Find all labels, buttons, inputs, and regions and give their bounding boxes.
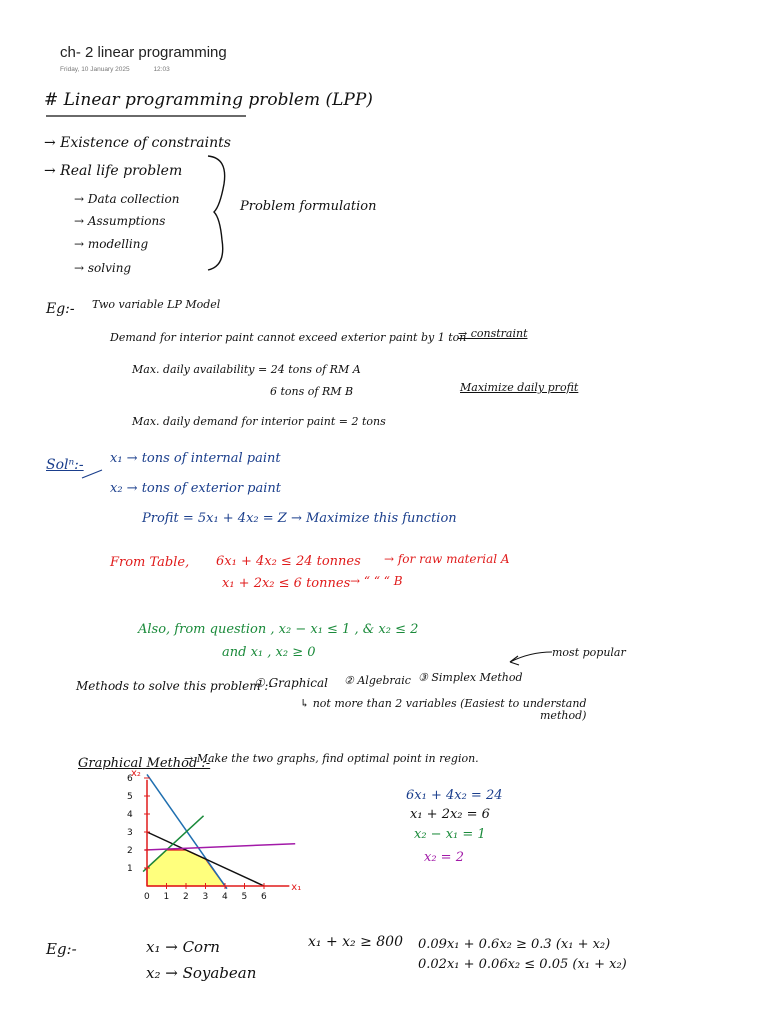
y-tick-label: 3 (127, 828, 133, 838)
maximize-profit: Maximize daily profit (460, 381, 579, 394)
methods-label: Methods to solve this problem :- (76, 679, 273, 693)
method-graphical: ① Graphical (254, 676, 329, 690)
x-tick-label: 2 (183, 892, 189, 902)
demand-statement: Demand for interior paint cannot exceed exterior paint by 1 ton (110, 331, 467, 344)
y-tick-label: 2 (127, 846, 133, 856)
example1-label: Eg:- (46, 301, 75, 317)
page-title: ch- 2 linear programming (60, 44, 227, 61)
solution-label: Solⁿ:- (46, 457, 84, 473)
bullet-modelling: → modelling (74, 237, 149, 251)
x-tick-label: 5 (241, 892, 248, 902)
graphical-method-desc: → Make the two graphs, find optimal point in region. (184, 752, 479, 765)
graphical-note-line2: method) (540, 709, 587, 722)
problem-formulation: Problem formulation (240, 199, 377, 214)
x-tick-label: 0 (144, 892, 150, 902)
line-demand-max (145, 844, 295, 850)
demand-max: Max. daily demand for interior paint = 2 tons (132, 415, 386, 428)
example2-constraint3: 0.02x₁ + 0.06x₂ ≤ 0.05 (x₁ + x₂) (418, 957, 627, 972)
eq-line1: 6x₁ + 4x₂ = 24 (406, 788, 503, 803)
corn-variable: x₁ → Corn (146, 938, 220, 956)
constraint-raw-b: x₁ + 2x₂ ≤ 6 tonnes (222, 576, 351, 591)
eq-line3: x₂ − x₁ = 1 (414, 827, 486, 842)
soybean-variable: x₂ → Soyabean (146, 964, 257, 982)
bullet-assumptions: → Assumptions (74, 214, 166, 228)
x-axis-label: x₁ (291, 882, 302, 893)
most-popular: most popular (552, 646, 626, 659)
x1-definition: x₁ → tons of internal paint (110, 451, 281, 466)
graphical-note-line1: ↳ not more than 2 variables (Easiest to understand (300, 697, 587, 710)
x-tick-label: 3 (202, 892, 209, 902)
bullet-existence: → Existence of constraints (44, 135, 231, 151)
constraint-raw-a-note: → for raw material A (384, 552, 510, 566)
example2-constraint1: x₁ + x₂ ≥ 800 (308, 934, 403, 950)
profit-function: Profit = 5x₁ + 4x₂ = Z → Maximize this function (142, 511, 457, 526)
availability-b: 6 tons of RM B (270, 385, 354, 398)
example1-title: Two variable LP Model (92, 298, 221, 311)
x2-definition: x₂ → tons of exterior paint (110, 481, 282, 496)
eq-line4: x₂ = 2 (424, 850, 464, 865)
example2-constraint2: 0.09x₁ + 0.6x₂ ≥ 0.3 (x₁ + x₂) (418, 937, 611, 952)
bullet-data-collection: → Data collection (74, 192, 180, 206)
example2-label: Eg:- (46, 940, 77, 958)
x-tick-label: 6 (261, 892, 267, 902)
from-table: From Table, (110, 555, 190, 570)
availability-a: Max. daily availability = 24 tons of RM A (132, 363, 361, 376)
eq-line2: x₁ + 2x₂ = 6 (410, 807, 490, 822)
question-constraints: Also, from question , x₂ − x₁ ≤ 1 , & x₂ ≤ 2 (138, 622, 419, 637)
graphical-method-label: Graphical Method :- (78, 756, 211, 771)
y-axis-label: x₂ (131, 768, 141, 780)
constraint-note: → constraint (458, 327, 528, 340)
constraint-raw-b-note: → “ “ “ B (350, 574, 403, 588)
non-negativity: and x₁ , x₂ ≥ 0 (222, 645, 316, 660)
lpp-heading: # Linear programming problem (LPP) (44, 90, 373, 110)
y-tick-label: 6 (127, 774, 133, 784)
bullet-solving: → solving (74, 261, 132, 275)
x-tick-label: 1 (163, 892, 170, 902)
bullet-real-life: → Real life problem (44, 163, 183, 179)
x-tick-label: 4 (222, 892, 228, 902)
constraint-raw-a: 6x₁ + 4x₂ ≤ 24 tonnes (216, 554, 361, 569)
page-time: 12:03 (153, 66, 170, 73)
y-tick-label: 5 (127, 792, 133, 802)
method-algebraic: ② Algebraic (344, 674, 411, 687)
y-tick-label: 4 (127, 810, 133, 820)
page-date: Friday, 10 January 2025 (60, 66, 130, 73)
y-tick-label: 1 (127, 864, 133, 874)
method-simplex: ③ Simplex Method (418, 671, 523, 684)
